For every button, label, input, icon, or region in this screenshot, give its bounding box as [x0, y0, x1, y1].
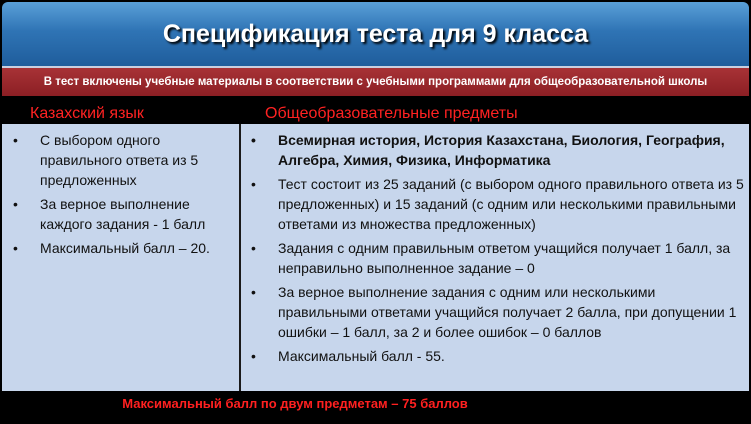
column-header-general: Общеобразовательные предметы [265, 105, 518, 122]
bullet-icon: • [13, 132, 18, 148]
list-item: • За верное выполнение задания с одним или несколькими правильными ответами учащийся получает 2 балла, при допущении 1 ошибки – 1 балл, за 2 и более ошибок – 0 баллов [251, 284, 737, 340]
subtitle-banner [2, 66, 749, 96]
page-title: Спецификация теста для 9 класса [162, 19, 589, 48]
list-item: • Задания с одним правильным ответом учащийся получает 1 балл, за неправильно выполненное задание – 0 [251, 240, 731, 276]
subtitle-text: В тест включены учебные материалы в соответствии с учебными программами для общеобразовательной школы [43, 76, 708, 88]
list-item: • Максимальный балл – 20. [13, 240, 210, 256]
bullet-icon: • [251, 132, 256, 148]
list-item: • С выбором одного правильного ответа из 5 предложенных [13, 132, 199, 188]
kazakh-list [10, 130, 235, 258]
list-item: • Тест состоит из 25 заданий (с выбором одного правильного ответа из 5 предложенных) и 15 заданий (с одним или несколькими правильными ответами из множества предложенных) [251, 176, 744, 232]
bullet-icon: • [251, 176, 256, 192]
specification-table [2, 124, 749, 391]
column-divider [239, 124, 241, 391]
title-banner [2, 2, 749, 66]
bullet-icon: • [251, 240, 256, 256]
bullet-icon: • [13, 240, 18, 256]
bullet-icon: • [251, 284, 256, 300]
list-item: • Всемирная история, История Казахстана, Биология, География, Алгебра, Химия, Физика, Информатика [251, 132, 725, 168]
kazakh-cell [10, 130, 235, 262]
column-header-kazakh: Казахский язык [30, 105, 144, 122]
list-item: • Максимальный балл - 55. [251, 348, 445, 364]
bullet-icon: • [13, 196, 18, 212]
footer-total: Максимальный балл по двум предметам – 75 баллов [122, 396, 468, 411]
general-list [248, 130, 744, 366]
bullet-icon: • [251, 348, 256, 364]
list-item: • За верное выполнение каждого задания - 1 балл [13, 196, 206, 232]
general-cell [248, 130, 744, 370]
